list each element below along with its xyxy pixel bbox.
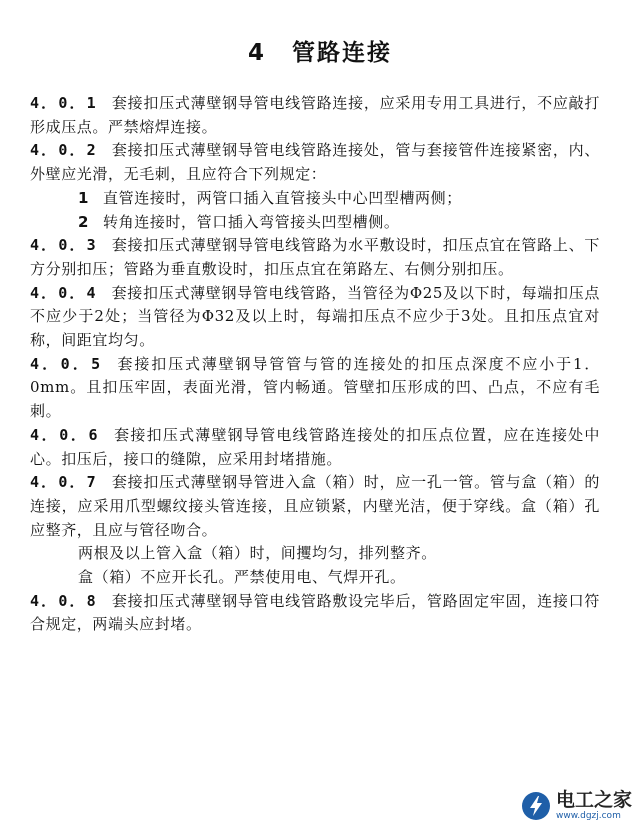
clause-4-0-7 <box>30 471 600 542</box>
clause-4-0-2-item-2 <box>30 211 600 235</box>
document-body <box>30 92 600 637</box>
clause-4-0-8 <box>30 590 600 637</box>
clause-4-0-1 <box>30 92 600 139</box>
clause-number: 4．0．6 <box>30 425 100 444</box>
chapter-number: 4 <box>247 40 266 66</box>
clause-4-0-7-note-2: 盒（箱）不应开长孔。严禁使用电、气焊开孔。 <box>78 568 406 587</box>
clause-number: 4．0．8 <box>30 591 98 610</box>
watermark-url: www.dgzj.com <box>555 811 621 821</box>
clause-4-0-5 <box>30 353 600 424</box>
item-text: 转角连接时，管口插入弯管接头凹型槽侧。 <box>103 212 400 231</box>
item-number: 2 <box>78 212 90 231</box>
clause-text: 套接扣压式薄壁钢导管电线管路连接处的扣压点位置，应在连接处中心。扣压后，接口的缝隙，应采用封堵措施。 <box>30 425 600 468</box>
clause-number: 4．0．4 <box>30 283 98 302</box>
clause-number: 4．0．5 <box>30 354 103 373</box>
clause-text: 套接扣压式薄壁钢导管电线管路连接，应采用专用工具进行，不应敲打形成压点。严禁熔焊连接。 <box>30 94 600 136</box>
clause-4-0-6 <box>30 424 600 471</box>
chapter-title: 管路连接 <box>292 40 392 66</box>
clause-4-0-3 <box>30 234 600 281</box>
watermark-title: 电工之家 <box>555 789 632 811</box>
clause-4-0-4 <box>30 282 600 353</box>
chapter-heading <box>0 34 640 67</box>
lightning-bolt-icon <box>522 792 550 820</box>
clause-text: 套接扣压式薄壁钢导管电线管路敷设完毕后，管路固定牢固，连接口符合规定，两端头应封堵。 <box>30 591 600 634</box>
clause-text: 套接扣压式薄壁钢导管进入盒（箱）时，应一孔一管。管与盒（箱）的连接，应采用爪型螺纹接头管连接，且应锁紧，内壁光洁，便于穿线。盒（箱）孔应整齐，且应与管径吻合。 <box>30 473 600 539</box>
clause-number: 4．0．1 <box>30 94 98 112</box>
item-number: 1 <box>78 188 90 207</box>
site-watermark <box>522 791 632 821</box>
clause-4-0-7-note-1: 两根及以上管入盒（箱）时，间攫均匀，排列整齐。 <box>78 544 437 563</box>
clause-text: 套接扣压式薄壁钢导管电线管路，当管径为Φ25及以下时，每端扣压点不应少于2处；当管径为Φ32及以上时，每端扣压点不应少于3处。且扣压点宜对称，间距宜均匀。 <box>30 283 600 350</box>
clause-4-0-2 <box>30 139 600 186</box>
clause-text: 套接扣压式薄壁钢导管管与管的连接处的扣压点深度不应小于1．0mm。且扣压牢固，表面光滑，管内畅通。管壁扣压形成的凹、凸点，不应有毛刺。 <box>30 354 601 421</box>
clause-number: 4．0．2 <box>30 141 98 160</box>
clause-text: 套接扣压式薄壁钢导管电线管路为水平敷设时，扣压点宜在管路上、下方分别扣压；管路为垂直敷设时，扣压点宜在第路左、右侧分别扣压。 <box>30 236 600 278</box>
clause-4-0-2-item-1 <box>30 187 600 211</box>
clause-text: 套接扣压式薄壁钢导管电线管路连接处，管与套接管件连接紧密，内、外壁应光滑，无毛刺，且应符合下列规定： <box>30 141 600 184</box>
clause-number: 4．0．3 <box>30 236 98 255</box>
item-text: 直管连接时，两管口插入直管接头中心凹型槽两侧； <box>103 188 462 207</box>
clause-number: 4．0．7 <box>30 473 98 492</box>
